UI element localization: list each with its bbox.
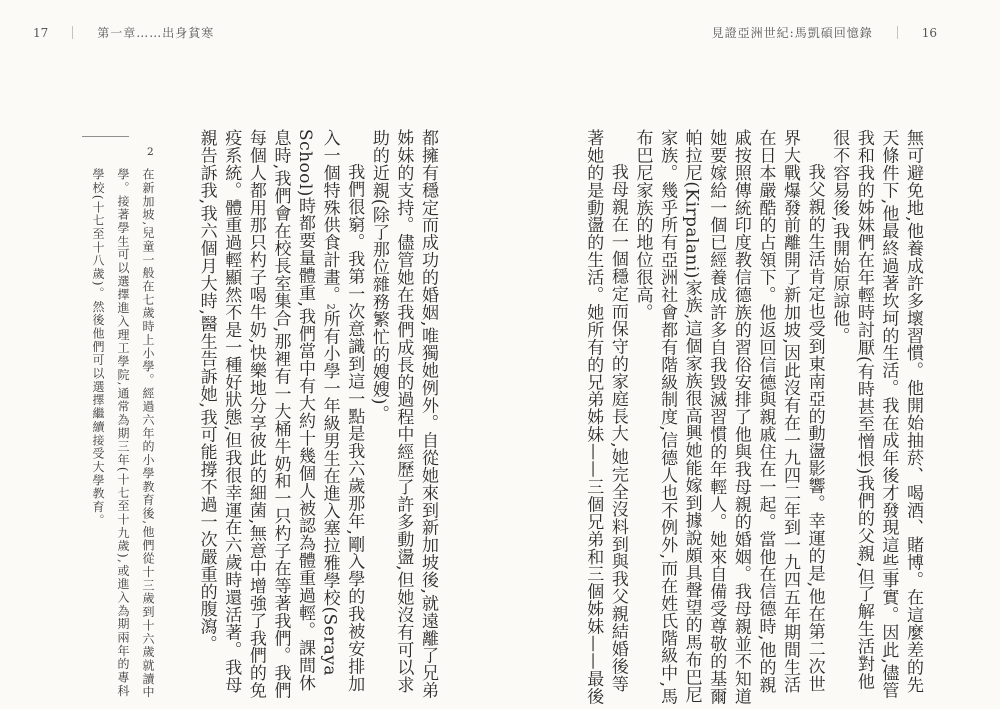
text-run: 我父親的生活肯定也受到東南亞的動盪影響。幸運的是,他在第二次世界大戰爆發前離開了新加坡,因此沒有在一九四二年到一九四五年期間生活在日本嚴酷的占領下。他返回信德與親戚住在一起。當他在信德時,他的親戚按照傳統印度教信德族的習俗安排了他與我母親的婚姻。我母親並不知道她要嫁給一個已經養成許多自我毀滅習慣的年輕人。她來自備受尊敬的基爾帕拉尼(Kirpalani)家族,這個家族很高興她能嫁到據說頗具聲望的馬布巴尼家族。幾乎所有亞洲社會都有階級制度,信德人也不例外,而在姓氏階級中,馬布巴尼家族的地位很高。: [632, 129, 825, 705]
paragraph: [827, 129, 925, 707]
footnote-rule: [82, 136, 129, 137]
running-header-left: [33, 24, 214, 41]
text-run: 所有小學一年級男生在進入塞拉雅學校(Seraya School)時都要量體重,我們當中有大約十幾個人被認為體重過輕。課間休息時,我們會在校長室集合,那裡有一大桶牛奶和一只杓子在等著我們。我們每個人都用那只杓子喝牛奶,快樂地分享彼此的細菌,無意中增強了我們的免疫系統。體重過輕顯然不是一種好狀態,但我很幸運在六歲時還活著。我母親告訴我,我六個月大時,醫生告訴她,我可能撐不過一次嚴重的腹瀉。: [196, 129, 340, 700]
page-text-block-right: [581, 129, 925, 707]
footnote-marker: 2: [147, 146, 154, 158]
footnote-paragraph: 在新加坡,兒童一般在七歲時上小學。經過六年的小學教育後,他們從十三歲到十六歲就讀中學。接著學生可以選擇進入理工學院,通常為期三年(十七至十九歲),或進入為期兩年的專科學校(十七至十八歲)。然後他們可以選擇繼續接受大學教育。: [91, 168, 155, 699]
text-run: 都擁有穩定而成功的婚姻,唯獨她例外。自從她來到新加坡後,就遠離了兄弟姊妹的支持。儘管她在我們成長的過程中經歷了許多動盪,但她沒有可以求助的近親(除了那位雜務繁忙的嫂嫂)。: [368, 129, 438, 700]
book-title: 見證亞洲世紀:馬凱碩回憶錄: [711, 26, 873, 40]
page-text-block-left: [194, 129, 440, 707]
footnote-text-block: [85, 168, 160, 705]
header-divider-left: [72, 26, 73, 39]
paragraph: [366, 129, 440, 707]
text-run: 我們很窮。我第一次意識到這一點是我六歲那年,剛入學的我被安排加入一個特殊供食計畫。: [319, 129, 365, 693]
running-header-right: [712, 24, 937, 41]
text-run: 無可避免地,他養成許多壞習慣。他開始抽菸、喝酒、賭博。在這麼差的先天條件下,他最終過著坎坷的生活。我在成年後才發現這些事實。因此,儘管我和我的姊妹們在年輕時討厭(有時甚至憎恨)我們的父親,但了解生活對他很不容易後,我開始原諒他。: [829, 129, 923, 700]
paragraph: [630, 129, 827, 707]
paragraph: [194, 129, 366, 707]
footnote-reference: 2: [324, 303, 336, 310]
paragraph: [581, 129, 630, 707]
header-divider-right: [897, 26, 898, 39]
page-number-right: 16: [921, 25, 937, 40]
chapter-title: 第一章……出身貧寒: [97, 26, 215, 40]
text-run: 我母親在一個穩定而保守的家庭長大,她完全沒料到與我父親結婚後等著她的是動盪的生活。她所有的兄弟姊妹——三個兄弟和三個姊妹——最後: [583, 129, 628, 705]
book-page-right: [500, 0, 1000, 709]
page-number-left: 17: [33, 25, 49, 40]
